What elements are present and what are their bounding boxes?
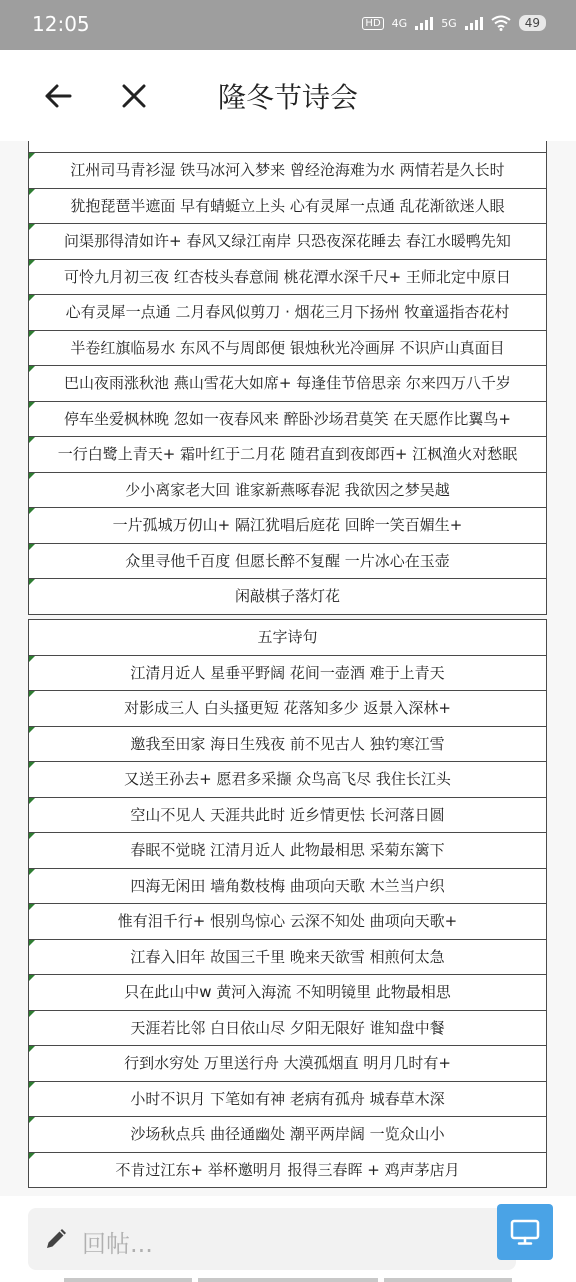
poem-row: 停车坐爱枫林晚 忽如一夜春风来 醉卧沙场君莫笑 在天愿作比翼鸟+ <box>29 401 546 437</box>
title-bar <box>0 50 576 142</box>
nav-pill-right <box>384 1278 512 1282</box>
block-header: 五字诗句 <box>29 620 546 655</box>
poem-row: 半卷红旗临易水 东风不与周郎便 银烛秋光冷画屏 不识庐山真面目 <box>29 330 546 366</box>
monitor-icon <box>509 1216 541 1248</box>
poem-row: 邀我至田家 海日生残夜 前不见古人 独钓寒江雪 <box>29 726 546 762</box>
reply-placeholder: 回帖... <box>82 1230 153 1258</box>
status-icons <box>362 15 546 31</box>
poem-row: 众里寻他千百度 但愿长醉不复醒 一片冰心在玉壶 <box>29 543 546 579</box>
poem-row: 只在此山中w 黄河入海流 不知明镜里 此物最相思 <box>29 974 546 1010</box>
poem-row: 江春入旧年 故国三千里 晚来天欲雪 相煎何太急 <box>29 939 546 975</box>
back-button[interactable] <box>40 78 76 114</box>
battery-icon: 49 <box>519 15 546 31</box>
poem-row: 一行白鹭上青天+ 霜叶红于二月花 随君直到夜郎西+ 江枫渔火对愁眠 <box>29 436 546 472</box>
poem-row: 少小离家老大回 谁家新燕啄春泥 我欲因之梦吴越 <box>29 472 546 508</box>
close-icon <box>116 78 152 114</box>
poem-row: 问渠那得清如许+ 春风又绿江南岸 只恐夜深花睡去 春江水暖鸭先知 <box>29 223 546 259</box>
nav-pill-center <box>198 1278 378 1282</box>
poem-row: 天涯若比邻 白日依山尽 夕阳无限好 谁知盘中餐 <box>29 1010 546 1046</box>
page-title: 隆冬节诗会 <box>218 81 359 114</box>
status-time: 12:05 <box>32 12 90 36</box>
poem-row: 闲敲棋子落灯花 <box>29 578 546 614</box>
poem-row: 小时不识月 下笔如有神 老病有孤舟 城春草木深 <box>29 1081 546 1117</box>
hd-badge: HD <box>362 17 383 30</box>
poem-row: 不肯过江东+ 举杯邀明月 报得三春晖 + 鸡声茅店月 <box>29 1152 546 1188</box>
poem-row: 春眠不觉晓 江清月近人 此物最相思 采菊东篱下 <box>29 832 546 868</box>
poem-row: 对影成三人 白头搔更短 花落知多少 返景入深林+ <box>29 690 546 726</box>
poem-row: 惟有泪千行+ 恨别鸟惊心 云深不知处 曲项向天歌+ <box>29 903 546 939</box>
poem-row: 心有灵犀一点通 二月春风似剪刀 · 烟花三月下扬州 牧童遥指杏花村 <box>29 294 546 330</box>
pen-icon <box>44 1227 68 1251</box>
block-header <box>29 141 546 152</box>
poem-row: 沙场秋点兵 曲径通幽处 潮平两岸阔 一览众山小 <box>29 1116 546 1152</box>
nav-pill-left <box>64 1278 192 1282</box>
close-button[interactable] <box>116 78 152 114</box>
poem-block-1 <box>28 141 547 615</box>
poem-row: 可怜九月初三夜 红杏枝头春意闹 桃花潭水深千尺+ 王师北定中原日 <box>29 259 546 295</box>
poem-row: 一片孤城万仞山+ 隔江犹唱后庭花 回眸一笑百媚生+ <box>29 507 546 543</box>
status-bar <box>0 0 576 50</box>
reply-input[interactable] <box>28 1208 516 1270</box>
poem-row: 四海无闲田 墙角数枝梅 曲项向天歌 木兰当户织 <box>29 868 546 904</box>
content-area[interactable] <box>0 141 576 1196</box>
net1-label: 4G <box>391 16 408 30</box>
poem-row: 又送王孙去+ 愿君多采撷 众鸟高飞尽 我住长江头 <box>29 761 546 797</box>
wifi-icon <box>491 15 511 31</box>
back-arrow-icon <box>40 78 76 114</box>
poem-row: 行到水穷处 万里送行舟 大漠孤烟直 明月几时有+ <box>29 1045 546 1081</box>
reply-bar <box>0 1196 576 1282</box>
poem-row: 巴山夜雨涨秋池 燕山雪花大如席+ 每逢佳节倍思亲 尔来四万八千岁 <box>29 365 546 401</box>
signal-icon-2 <box>465 16 483 30</box>
poem-row: 犹抱琵琶半遮面 早有蜻蜓立上头 心有灵犀一点通 乱花渐欲迷人眼 <box>29 188 546 224</box>
poem-row: 江清月近人 星垂平野阔 花间一壶酒 难于上青天 <box>29 655 546 691</box>
poem-row: 空山不见人 天涯共此时 近乡情更怯 长河落日圆 <box>29 797 546 833</box>
poem-block-2 <box>28 619 547 1188</box>
screen-button[interactable] <box>497 1204 553 1260</box>
signal-icon <box>415 16 433 30</box>
net2-label: 5G <box>441 16 457 30</box>
poem-row: 江州司马青衫湿 铁马冰河入梦来 曾经沧海难为水 两情若是久长时 <box>29 152 546 188</box>
